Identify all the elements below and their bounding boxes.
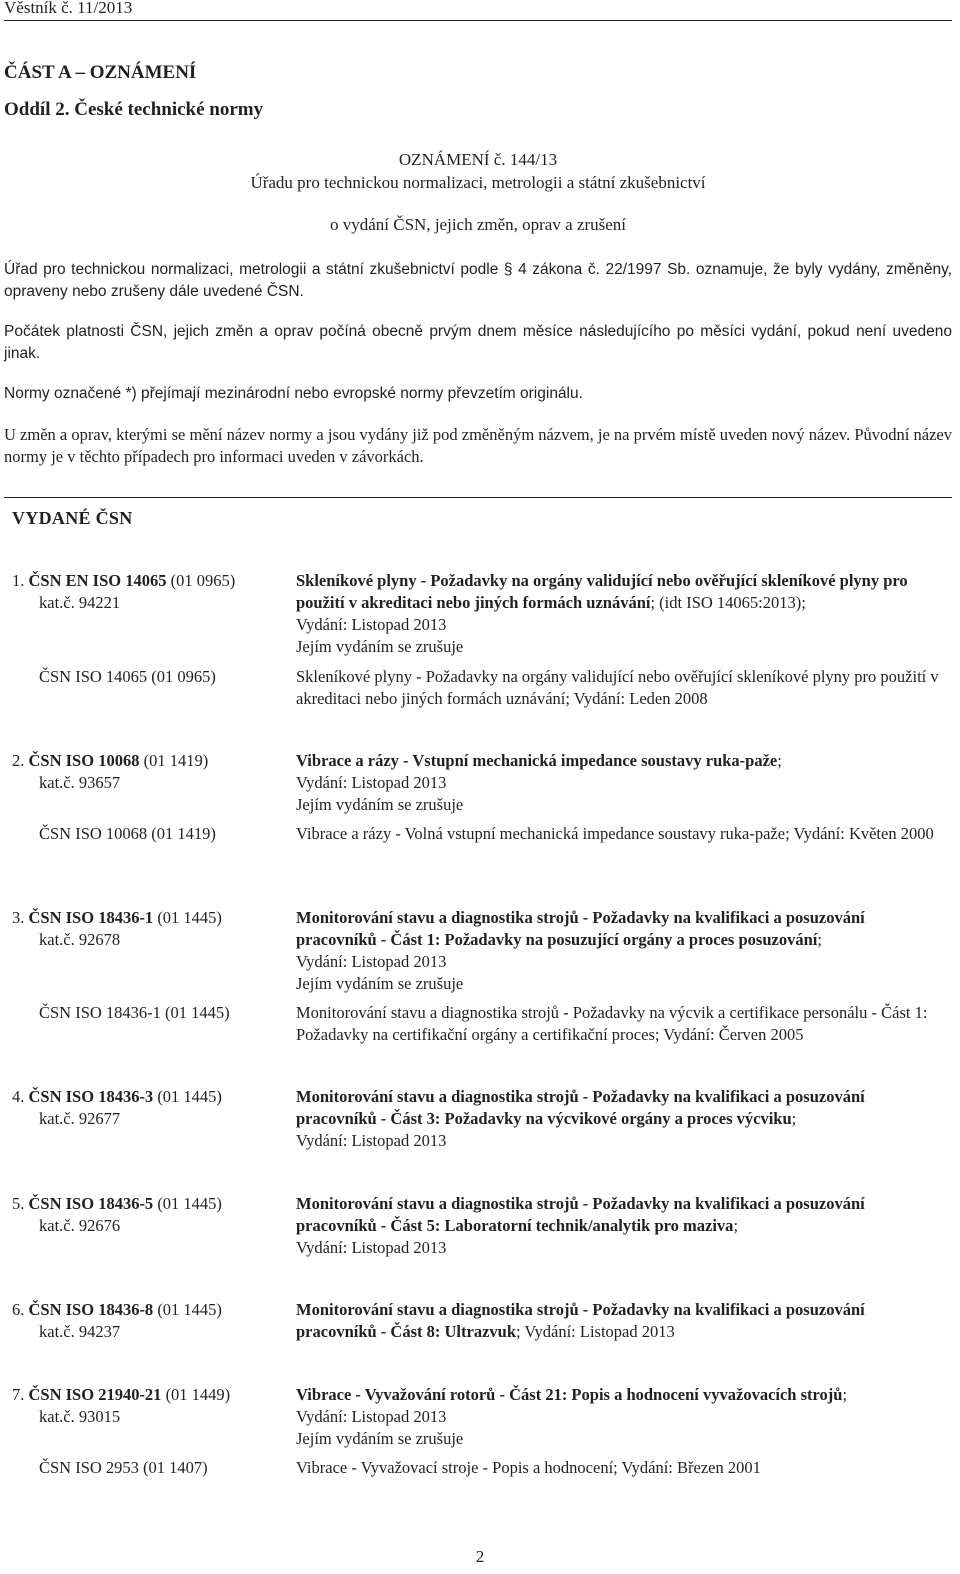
standard-reference: ; [842,1385,848,1404]
header-rule [4,20,952,21]
intro-paragraph: Úřad pro technickou normalizaci, metrologii a státní zkušebnictví podle § 4 zákona č. 22/1997 Sb. oznamuje, že byly vydány, změněny, opraveny nebo zrušeny dále uvedené ČSN. [4,261,952,300]
standard-reference: ; [791,1109,797,1128]
catalog-number: kat.č. 92677 [39,1109,121,1128]
catalog-number: kat.č. 93015 [39,1407,121,1426]
issue-date: Vydání: Listopad 2013 [296,773,447,792]
replaces-note: Jejím vydáním se zrušuje [296,795,464,814]
replaced-code: ČSN ISO 18436-1 (01 1445) [39,1003,230,1022]
standard-details [296,1193,946,1259]
standard-code: ČSN ISO 18436-3 [28,1087,154,1106]
replaced-text: Vibrace - Vyvažovací stroje - Popis a hodnocení; Vydání: Březen 2001 [296,1458,761,1477]
standard-title: Monitorování stavu a diagnostika strojů - Požadavky na kvalifikaci a posuzování pracovníků - Část 1: Požadavky na posuzující orgány a proces posuzování [296,908,865,949]
standard-reference: ; [777,751,782,770]
validity-paragraph: Počátek platnosti ČSN, jejich změn a oprav počíná obecně prvým dnem měsíce následujícího po měsíci vydání, pokud není uvedeno jinak. [4,323,952,362]
standard-title: Monitorování stavu a diagnostika strojů - Požadavky na kvalifikaci a posuzování pracovníků - Část 5: Laboratorní technik/analytik pro maziva [296,1194,865,1235]
standard-reference: ; [817,930,822,949]
entry-number: 6. [12,1300,25,1319]
standard-details [296,1086,946,1152]
standard-reference: ; Vydání: Listopad 2013 [516,1322,675,1341]
standard-details [296,907,946,995]
section-title: Oddíl 2. České technické normy [4,99,264,120]
classification: (01 1419) [143,751,209,770]
standard-id [12,1299,292,1343]
notice-title: OZNÁMENÍ č. 144/13 [398,150,558,169]
adoption-paragraph: Normy označené *) přejímají mezinárodní nebo evropské normy převzetím originálu. [4,385,583,402]
vydane-heading: VYDANÉ ČSN [12,508,133,528]
standard-id [12,907,292,951]
replaced-code: ČSN ISO 14065 (01 0965) [39,667,216,686]
standard-details [296,1299,946,1343]
page-number: 2 [475,1547,485,1566]
classification: (01 1449) [165,1385,231,1404]
issue-date: Vydání: Listopad 2013 [296,952,447,971]
entry-number: 5. [12,1194,25,1213]
catalog-number: kat.č. 94221 [39,593,121,612]
standard-code: ČSN ISO 10068 [28,751,140,770]
standard-title: Monitorování stavu a diagnostika strojů - Požadavky na kvalifikaci a posuzování pracovníků - Část 3: Požadavky na výcvikové orgány a proces výcviku [296,1087,865,1128]
classification: (01 1445) [157,1300,222,1319]
replaced-code: ČSN ISO 2953 (01 1407) [39,1458,208,1477]
standard-code: ČSN EN ISO 14065 [28,571,167,590]
part-title: ČÁST A – OZNÁMENÍ [4,62,197,83]
replaced-text: Monitorování stavu a diagnostika strojů - Požadavky na výcvik a certifikace personálu - Část 1: Požadavky na certifikační orgány a certifikační proces; Vydání: Červen 2005 [296,1003,928,1044]
catalog-number: kat.č. 94237 [39,1322,121,1341]
catalog-number: kat.č. 92676 [39,1216,121,1235]
catalog-number: kat.č. 92678 [39,930,121,949]
replaces-note: Jejím vydáním se zrušuje [296,637,464,656]
issue-date: Vydání: Listopad 2013 [296,1131,447,1150]
notice-subtitle: o vydání ČSN, jejich změn, oprav a zrušení [329,215,626,234]
standard-id [12,1086,292,1130]
standard-id [12,1384,292,1428]
replaces-note: Jejím vydáním se zrušuje [296,1429,464,1448]
standard-code: ČSN ISO 21940-21 [28,1385,162,1404]
replaced-code: ČSN ISO 10068 (01 1419) [39,824,216,843]
standard-title: Skleníkové plyny - Požadavky na orgány validující nebo ověřující skleníkové plyny pro použití v akreditaci nebo jiných formách uznávání [296,571,908,612]
journal-header: Věstník č. 11/2013 [4,0,133,17]
replaces-note: Jejím vydáním se zrušuje [296,974,464,993]
standard-title: Monitorování stavu a diagnostika strojů - Požadavky na kvalifikaci a posuzování pracovníků - Část 8: Ultrazvuk [296,1300,865,1341]
standard-details [296,1384,946,1450]
standard-reference: ; [733,1216,739,1235]
standard-id [12,750,292,794]
standard-code: ČSN ISO 18436-1 [28,908,154,927]
classification: (01 1445) [157,1087,222,1106]
title-change-paragraph: U změn a oprav, kterými se mění název normy a jsou vydány již pod změněným názvem, je na prvém místě uveden nový název. Původní název normy je v těchto případech pro informaci uveden v závorkách. [4,425,952,466]
entry-number: 2. [12,751,25,770]
standard-title: Vibrace - Vyvažování rotorů - Část 21: Popis a hodnocení vyvažovacích strojů [296,1385,843,1404]
issue-date: Vydání: Listopad 2013 [296,1238,447,1257]
entry-number: 1. [12,571,25,590]
classification: (01 1445) [157,908,222,927]
replaced-text: Skleníkové plyny - Požadavky na orgány validující nebo ověřující skleníkové plyny pro použití v akreditaci nebo jiných formách uznávání; Vydání: Leden 2008 [296,667,939,708]
catalog-number: kat.č. 93657 [39,773,121,792]
standard-id [12,570,292,614]
standard-id [12,1193,292,1237]
classification: (01 1445) [157,1194,222,1213]
standard-code: ČSN ISO 18436-5 [28,1194,154,1213]
entry-number: 7. [12,1385,25,1404]
standard-reference: ; (idt ISO 14065:2013); [650,593,806,612]
replaced-text: Vibrace a rázy - Volná vstupní mechanická impedance soustavy ruka-paže; Vydání: Květen 2000 [296,824,934,843]
standard-details [296,570,946,658]
issue-date: Vydání: Listopad 2013 [296,615,447,634]
standard-title: Vibrace a rázy - Vstupní mechanická impedance soustavy ruka-paže [296,751,778,770]
notice-issuer: Úřadu pro technickou normalizaci, metrologii a státní zkušebnictví [250,173,706,192]
entry-number: 3. [12,908,25,927]
issue-date: Vydání: Listopad 2013 [296,1407,447,1426]
standard-details [296,750,946,816]
entry-number: 4. [12,1087,25,1106]
section-rule [4,497,952,498]
standard-code: ČSN ISO 18436-8 [28,1300,154,1319]
classification: (01 0965) [170,571,236,590]
